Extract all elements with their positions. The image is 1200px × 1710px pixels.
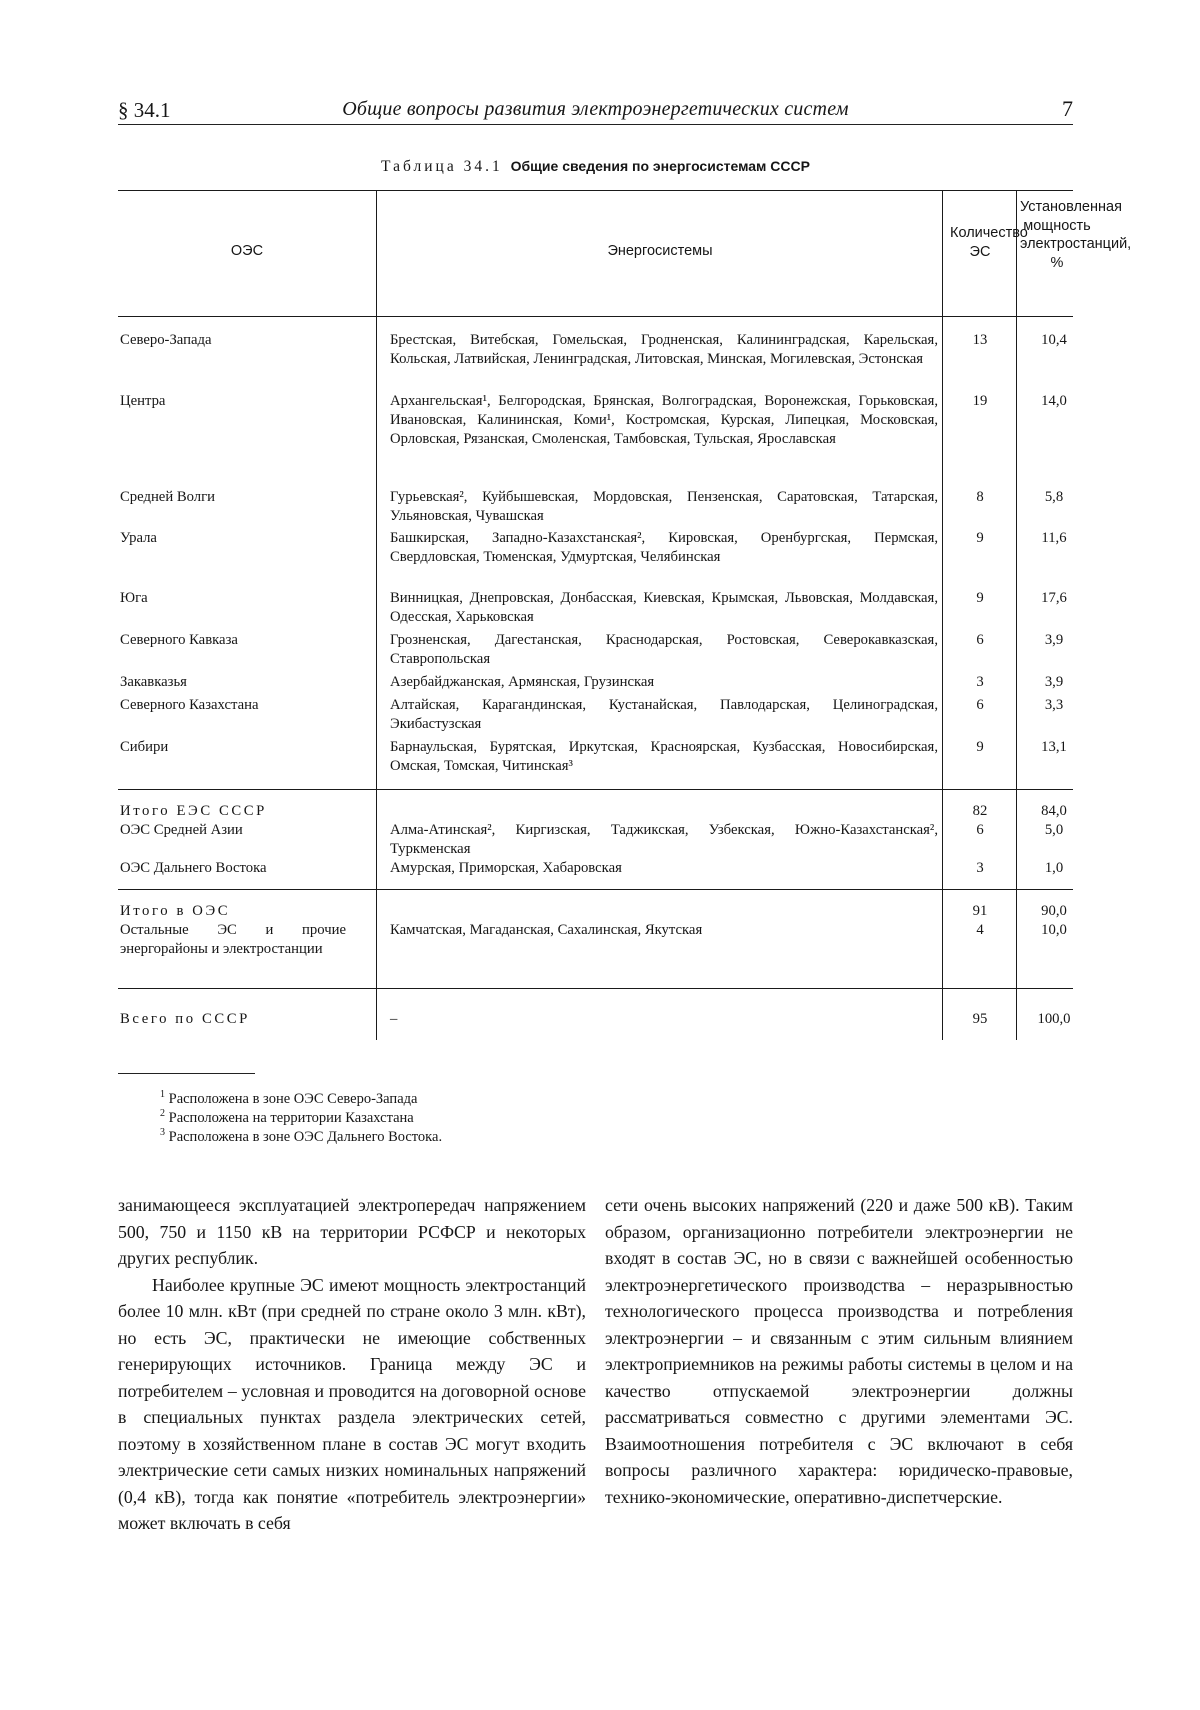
systems-list: Барнаульская, Бурятская, Иркутская, Красноярская, Кузбасская, Новосибирская, Омская, Томская, Читинская³ xyxy=(390,739,938,774)
system-count: 6 xyxy=(976,822,984,838)
grand-total-power: 100,0 xyxy=(1037,1011,1071,1027)
total-oes-label: Итого в ОЭС xyxy=(120,903,231,919)
systems-list: Камчатская, Магаданская, Сахалинская, Якутская xyxy=(390,922,703,938)
total-oes-power: 90,0 xyxy=(1041,903,1067,919)
power-share: 14,0 xyxy=(1041,393,1067,409)
oes-name: Сибири xyxy=(120,739,169,755)
page-number: 7 xyxy=(1062,96,1073,121)
header-rule xyxy=(118,124,1073,125)
system-count: 9 xyxy=(976,590,984,606)
paragraph: сети очень высоких напряжений (220 и даже 500 кВ). Таким образом, организационно потребители электроэнергии не входят в состав ЭС, но в связи с важнейшей особенностью электроэнергетического производства – неразрывностью технологического процесса производства и потребления электроэнергии – и связанным с этим сильным влиянием электроприемников на режимы работы системы в целом и на качество отпускаемой электроэнергии должны рассматриваться совместно с другими элементами ЭС. Взаимоотношения потребителя с ЭС включают в себя вопросы различного характера: юридическо-правовые, технико-экономические, оперативно-диспетчерские. xyxy=(605,1195,1073,1507)
header-bottom-rule xyxy=(118,316,1073,317)
body-column-right xyxy=(605,1192,1073,1510)
system-count: 3 xyxy=(976,860,984,876)
systems-list: Грозненская, Дагестанская, Краснодарская, Ростовская, Северокавказская, Ставропольская xyxy=(390,632,938,667)
system-count: 13 xyxy=(972,332,988,348)
power-share: 5,0 xyxy=(1044,822,1064,838)
power-share: 5,8 xyxy=(1044,489,1064,505)
total-ees-label: Итого ЕЭС СССР xyxy=(120,803,267,819)
running-header xyxy=(118,96,1073,126)
header-oes: ОЭС xyxy=(230,243,264,259)
footnote xyxy=(160,1090,442,1109)
oes-name: Центра xyxy=(120,393,166,409)
systems-list: Брестская, Витебская, Гомельская, Гродненская, Калининградская, Карельская, Кольская, Латвийская, Ленинградская, Литовская, Минская, Могилевская, Эстонская xyxy=(390,332,938,367)
paragraph: Наиболее крупные ЭС имеют мощность электростанций более 10 млн. кВт (при средней по стране около 3 млн. кВт), но есть ЭС, практически не имеющие собственных генерирующих источников. Граница между ЭС и потребителем – условная и проводится на договорной основе в специальных пунктах раздела электрических сетей, поэтому в хозяйственном плане в состав ЭС могут входить электрические сети самых низких номинальных напряжений (0,4 кВ), тогда как понятие «потребитель электроэнергии» может включать в себя xyxy=(118,1274,586,1533)
system-count: 8 xyxy=(976,489,984,505)
power-share: 10,4 xyxy=(1041,332,1067,348)
systems-list: Алма-Атинская², Киргизская, Таджикская, Узбекская, Южно-Казахстанская², Туркменская xyxy=(390,822,938,857)
oes-name: Остальные ЭС и прочие энергорайоны и электростанции xyxy=(120,922,346,957)
total-ees-count: 82 xyxy=(972,803,988,819)
oes-name: Северного Кавказа xyxy=(120,632,238,648)
footnote-mark: 1 xyxy=(160,1089,165,1101)
table-title: Общие сведения по энергосистемам СССР xyxy=(510,158,810,174)
paragraph: занимающееся эксплуатацией электропередач напряжением 500, 750 и 1150 кВ на территории РСФСР и некоторых других республик. xyxy=(118,1195,586,1268)
grand-total-label: Всего по СССР xyxy=(120,1011,250,1027)
footnote-text: Расположена на территории Казахстана xyxy=(168,1110,414,1126)
footnotes xyxy=(160,1090,442,1147)
section-rule xyxy=(118,789,1073,790)
table-caption xyxy=(118,158,1073,176)
oes-name: Юга xyxy=(120,590,148,606)
grand-total-systems: – xyxy=(390,1011,398,1027)
oes-name: Северного Казахстана xyxy=(120,697,259,713)
column-rule xyxy=(1016,190,1017,1040)
power-share: 10,0 xyxy=(1041,922,1067,938)
oes-name: Урала xyxy=(120,530,157,546)
systems-list: Амурская, Приморская, Хабаровская xyxy=(390,860,622,876)
running-title: Общие вопросы развития электроэнергетических систем xyxy=(342,98,849,120)
total-ees-power: 84,0 xyxy=(1041,803,1067,819)
power-share: 13,1 xyxy=(1041,739,1067,755)
footnote xyxy=(160,1109,442,1128)
system-count: 3 xyxy=(976,674,984,690)
footnote-mark: 3 xyxy=(160,1127,165,1139)
oes-name: ОЭС Средней Азии xyxy=(120,822,243,838)
footnote-mark: 2 xyxy=(160,1108,165,1120)
table-label: Таблица 34.1 xyxy=(381,158,503,175)
header-power: Установленная мощность электростанций, % xyxy=(1020,199,1132,271)
systems-list: Алтайская, Карагандинская, Кустанайская, Павлодарская, Целиноградская, Экибастузская xyxy=(390,697,938,732)
footnote xyxy=(160,1128,442,1147)
body-column-left xyxy=(118,1192,586,1537)
footnote-text: Расположена в зоне ОЭС Северо-Запада xyxy=(168,1091,418,1107)
power-share: 1,0 xyxy=(1044,860,1064,876)
power-share: 17,6 xyxy=(1041,590,1067,606)
power-share: 3,9 xyxy=(1044,674,1064,690)
power-share: 3,3 xyxy=(1044,697,1064,713)
oes-name: ОЭС Дальнего Востока xyxy=(120,860,267,876)
grand-total-count: 95 xyxy=(972,1011,988,1027)
systems-list: Архангельская¹, Белгородская, Брянская, Волгоградская, Воронежская, Горьковская, Ивановская, Калининская, Коми¹, Костромская, Курская, Липецкая, Московская, Орловская, Рязанская, Смоленская, Тамбовская, Тульская, Ярославская xyxy=(390,393,938,447)
column-rule xyxy=(376,190,377,1040)
systems-list: Башкирская, Западно-Казахстанская², Кировская, Оренбургская, Пермская, Свердловская, Тюменская, Удмуртская, Челябинская xyxy=(390,530,938,565)
power-share: 3,9 xyxy=(1044,632,1064,648)
system-count: 6 xyxy=(976,632,984,648)
systems-list: Азербайджанская, Армянская, Грузинская xyxy=(390,674,655,690)
footnote-rule xyxy=(118,1073,255,1074)
footnote-text: Расположена в зоне ОЭС Дальнего Востока. xyxy=(168,1129,443,1145)
header-systems: Энергосистемы xyxy=(607,243,713,259)
system-count: 9 xyxy=(976,739,984,755)
system-count: 4 xyxy=(976,922,984,938)
oes-name: Закавказья xyxy=(120,674,187,690)
section-rule xyxy=(118,988,1073,989)
power-share: 11,6 xyxy=(1041,530,1067,546)
table-top-rule xyxy=(118,190,1073,191)
oes-name: Северо-Запада xyxy=(120,332,212,348)
system-count: 19 xyxy=(972,393,988,409)
system-count: 6 xyxy=(976,697,984,713)
systems-list: Гурьевская², Куйбышевская, Мордовская, Пензенская, Саратовская, Татарская, Ульяновская, Чувашская xyxy=(390,489,938,524)
systems-list: Винницкая, Днепровская, Донбасская, Киевская, Крымская, Львовская, Молдавская, Одесская, Харьковская xyxy=(390,590,938,625)
section-rule xyxy=(118,889,1073,890)
header-count: Количество ЭС xyxy=(950,225,1028,260)
total-oes-count: 91 xyxy=(972,903,988,919)
power-systems-table xyxy=(118,190,1132,1040)
column-rule xyxy=(942,190,943,1040)
section-number: § 34.1 xyxy=(118,98,171,122)
oes-name: Средней Волги xyxy=(120,489,216,505)
system-count: 9 xyxy=(976,530,984,546)
